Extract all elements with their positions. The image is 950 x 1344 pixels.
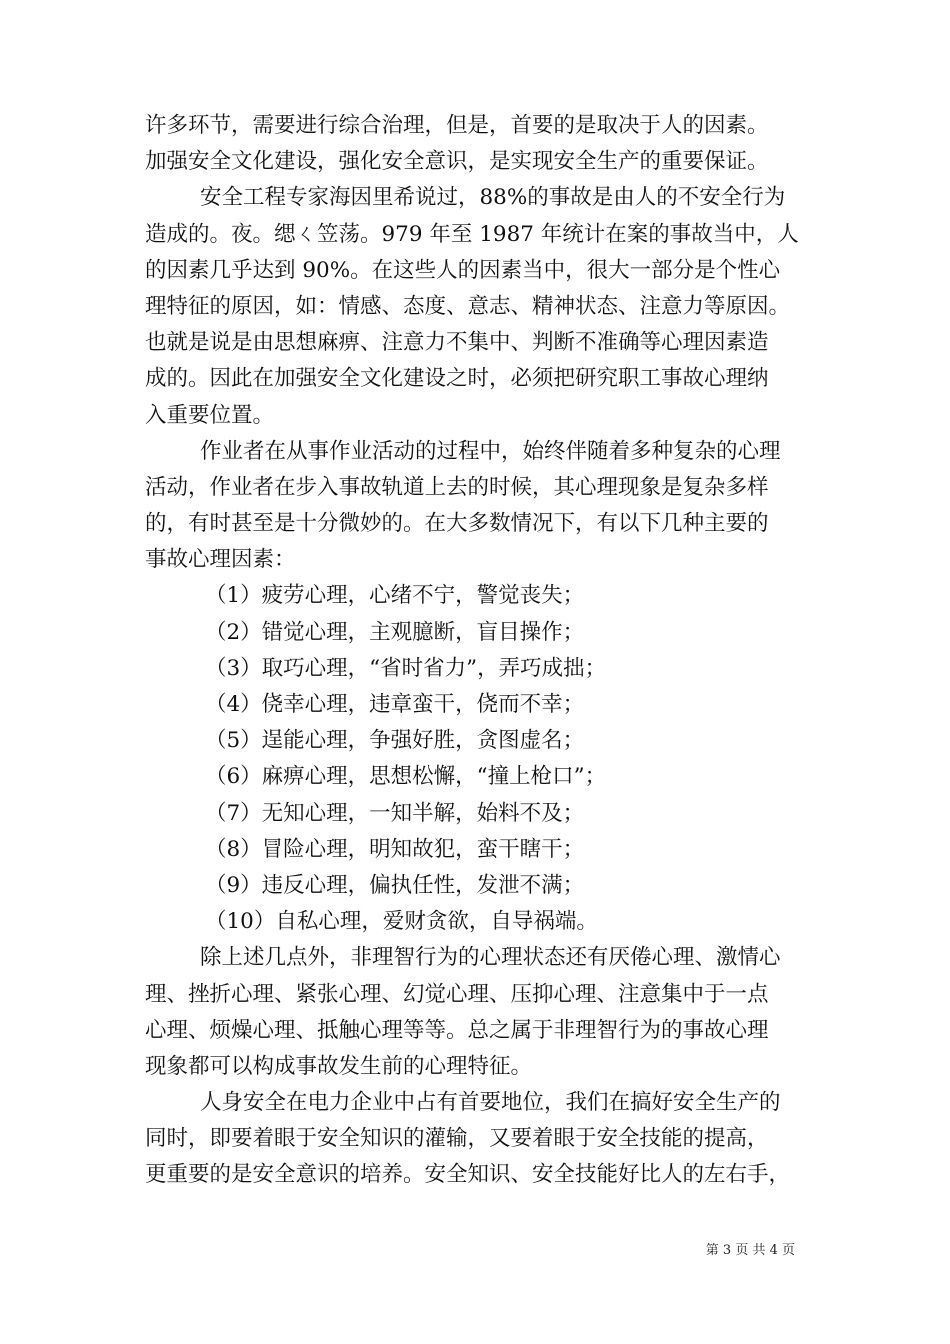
- list-item: （10）自私心理，爱财贪欲，自导祸端。: [205, 909, 598, 935]
- text-line: 心理、烦燥心理、抵触心理等等。总之属于非理智行为的事故心理: [145, 1017, 769, 1043]
- paragraph-start-line: 除上述几点外，非理智行为的心理状态还有厌倦心理、激情心: [200, 945, 781, 971]
- text-line: 加强安全文化建设，强化安全意识，是实现安全生产的重要保证。: [145, 149, 769, 175]
- paragraph-start-line: 安全工程专家海因里希说过，88%的事故是由人的不安全行为: [200, 185, 786, 211]
- text-line: 入重要位置。: [145, 402, 275, 428]
- list-item: （4）侥幸心理，违章蛮干，侥而不幸；: [205, 692, 585, 717]
- list-item: （1）疲劳心理，心绪不宁，警觉丧失；: [205, 583, 585, 609]
- text-line: 更重要的是安全意识的培养。安全知识、安全技能好比人的左右手，: [145, 1162, 791, 1188]
- text-line: 的，有时甚至是十分微妙的。在大多数情况下，有以下几种主要的: [145, 511, 769, 537]
- text-line: 理、挫折心理、紧张心理、幻觉心理、压抑心理、注意集中于一点: [145, 981, 769, 1007]
- text-line: 同时，即要着眼于安全知识的灌输，又要着眼于安全技能的提高，: [145, 1126, 769, 1152]
- list-item: （8）冒险心理，明知故犯，蛮干瞎干；: [205, 836, 585, 862]
- text-line: 理特征的原因，如：情感、态度、意志、精神状态、注意力等原因。: [145, 293, 791, 319]
- text-line: 的因素几乎达到 90%。在这些人的因素当中，很大一部分是个性心: [145, 257, 781, 283]
- list-item: （7）无知心理，一知半解，始料不及；: [205, 800, 585, 826]
- list-item: （3）取巧心理，“省时省力”，弄巧成拙；: [205, 655, 607, 681]
- page-number-footer: 第 3 页 共 4 页: [705, 1243, 795, 1258]
- text-line: 成的。因此在加强安全文化建设之时，必须把研究职工事故心理纳: [145, 366, 769, 392]
- text-line: 造成的。夜。缌ㄑ笠荡。979 年至 1987 年统计在案的事故当中，人: [145, 221, 799, 247]
- list-item: （9）违反心理，偏执任性，发泄不满；: [205, 872, 585, 898]
- paragraph-start-line: 作业者在从事作业活动的过程中，始终伴随着多种复杂的心理: [200, 438, 781, 464]
- text-line: 活动，作业者在步入事故轨道上去的时候，其心理现象是复杂多样: [145, 474, 769, 500]
- paragraph-start-line: 人身安全在电力企业中占有首要地位，我们在搞好安全生产的: [200, 1090, 781, 1116]
- list-item: （6）麻痹心理，思想松懈，“撞上枪口”；: [205, 764, 607, 790]
- text-line: 许多环节，需要进行综合治理，但是，首要的是取决于人的因素。: [145, 113, 769, 138]
- text-line: 现象都可以构成事故发生前的心理特征。: [145, 1053, 533, 1079]
- text-line: 也就是说是由思想麻痹、注意力不集中、判断不准确等心理因素造: [145, 330, 769, 356]
- list-item: （5）逞能心理，争强好胜，贪图虚名；: [205, 728, 585, 754]
- list-item: （2）错觉心理，主观臆断，盲目操作；: [205, 619, 585, 645]
- body-text: [145, 108, 817, 1194]
- text-line: 事故心理因素：: [145, 547, 296, 573]
